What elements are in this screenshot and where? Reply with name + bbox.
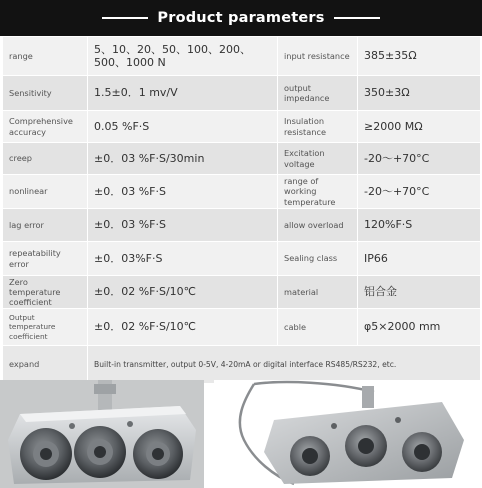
param-value: 0.05 %F·S xyxy=(88,111,278,143)
param-value: 385±35Ω xyxy=(358,37,481,76)
table-row xyxy=(3,175,481,209)
product-photo-front xyxy=(0,380,204,488)
param-label: repeatability error xyxy=(3,242,88,276)
param-value: ±0．03 %F·S xyxy=(88,175,278,209)
param-label: nonlinear xyxy=(3,175,88,209)
table-row xyxy=(3,242,481,276)
param-value: 1.5±0．1 mv/V xyxy=(88,76,278,111)
table-row xyxy=(3,276,481,309)
param-value: 350±3Ω xyxy=(358,76,481,111)
table-row xyxy=(3,37,481,76)
load-cell-angled-image xyxy=(214,380,482,488)
param-value: ±0．02 %F·S/10℃ xyxy=(88,309,278,346)
param-value: -20～+70°C xyxy=(358,175,481,209)
param-label: Output temperature coefficient xyxy=(3,309,88,346)
param-label: Comprehensive accuracy xyxy=(3,111,88,143)
param-label: range xyxy=(3,37,88,76)
param-value: 5、10、20、50、100、200、500、1000 N xyxy=(88,37,278,76)
param-value: IP66 xyxy=(358,242,481,276)
param-label: lag error xyxy=(3,209,88,242)
product-photos xyxy=(0,380,482,488)
param-label: Zero temperature coefficient xyxy=(3,276,88,309)
expand-label: expand xyxy=(3,346,88,384)
product-photo-angled xyxy=(214,380,482,488)
table-row xyxy=(3,76,481,111)
param-label: material xyxy=(278,276,358,309)
param-value: 铝合金 xyxy=(358,276,481,309)
section-header xyxy=(0,0,482,36)
param-label: Excitation voltage xyxy=(278,143,358,175)
param-value: ±0．03%F·S xyxy=(88,242,278,276)
param-label: creep xyxy=(3,143,88,175)
table-row xyxy=(3,309,481,346)
param-value: ≥2000 MΩ xyxy=(358,111,481,143)
param-value: ±0．03 %F·S xyxy=(88,209,278,242)
param-label: Insulation resistance xyxy=(278,111,358,143)
param-value: φ5×2000 mm xyxy=(358,309,481,346)
param-value: ±0．02 %F·S/10℃ xyxy=(88,276,278,309)
param-label: Sensitivity xyxy=(3,76,88,111)
param-value: ±0．03 %F·S/30min xyxy=(88,143,278,175)
parameters-table xyxy=(2,36,481,384)
expand-value: Built-in transmitter, output 0-5V, 4-20mA or digital interface RS485/RS232, etc. xyxy=(88,346,481,384)
param-label: allow overload xyxy=(278,209,358,242)
section-title: Product parameters xyxy=(157,10,325,26)
header-line-left xyxy=(102,17,148,19)
table-row xyxy=(3,209,481,242)
param-label: output impedance xyxy=(278,76,358,111)
table-row xyxy=(3,111,481,143)
table-row xyxy=(3,143,481,175)
header-line-right xyxy=(334,17,380,19)
expand-row xyxy=(3,346,481,384)
param-label: Sealing class xyxy=(278,242,358,276)
load-cell-front-image xyxy=(0,380,204,488)
param-label: cable xyxy=(278,309,358,346)
param-value: 120%F·S xyxy=(358,209,481,242)
param-label: input resistance xyxy=(278,37,358,76)
param-value: -20～+70°C xyxy=(358,143,481,175)
param-label: range of working temperature xyxy=(278,175,358,209)
